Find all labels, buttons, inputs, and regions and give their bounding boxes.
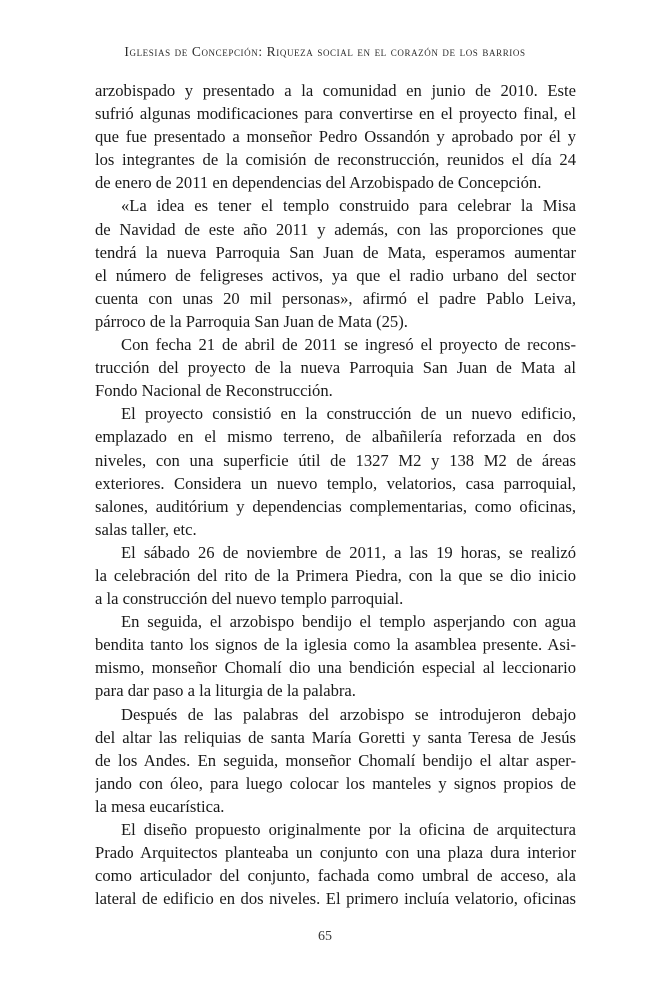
- text-line: salas taller, etc.: [95, 519, 197, 539]
- text-line: En seguida, el arzobispo bendijo el templo asperjando con agua: [121, 612, 576, 632]
- text-line: de enero de 2011 en dependencias del Arzobispado de Concepción.: [95, 173, 542, 193]
- text-line: El proyecto consistió en la construcción de un nuevo edificio,: [121, 404, 576, 424]
- text-line: de los Andes. En seguida, monseñor Chomalí bendijo el altar asper-: [95, 750, 576, 770]
- text-line: bendita tanto los signos de la iglesia como la asamblea presente. Asi-: [95, 635, 576, 655]
- text-line: como articulador del conjunto, fachada como umbral de acceso, ala: [95, 866, 576, 886]
- text-line: cuenta con unas 20 mil personas», afirmó el padre Pablo Leiva,: [95, 288, 576, 308]
- text-line: del altar las reliquias de santa María Goretti y santa Teresa de Jesús: [95, 727, 576, 747]
- text-line: salones, auditórium y dependencias complementarias, como oficinas,: [95, 496, 576, 516]
- text-line: tendrá la nueva Parroquia San Juan de Mata, esperamos aumentar: [95, 242, 576, 262]
- running-head: Iglesias de Concepción: Riqueza social en el corazón de los barrios: [124, 44, 526, 59]
- text-line: mismo, monseñor Chomalí dio una bendición especial al leccionario: [95, 658, 576, 678]
- text-line: la mesa eucarística.: [95, 796, 225, 816]
- text-line: «La idea es tener el templo construido para celebrar la Misa: [121, 196, 576, 216]
- text-line: sufrió algunas modificaciones para convertirse en el proyecto final, el: [95, 104, 576, 124]
- text-line: el número de feligreses activos, ya que el radio urbano del sector: [95, 265, 576, 285]
- text-line: de Navidad de este año 2011 y además, con las proporciones que: [95, 219, 576, 239]
- text-line: El diseño propuesto originalmente por la oficina de arquitectura: [121, 820, 576, 839]
- text-line: jando con óleo, para luego colocar los manteles y signos propios de: [95, 773, 576, 793]
- text-line: arzobispado y presentado a la comunidad en junio de 2010. Este: [95, 81, 576, 100]
- text-line: párroco de la Parroquia San Juan de Mata (25).: [95, 311, 408, 331]
- text-line: Con fecha 21 de abril de 2011 se ingresó el proyecto de recons-: [121, 335, 576, 355]
- text-line: emplazado en el mismo terreno, de albañilería reforzada en dos: [95, 427, 576, 447]
- text-line: Fondo Nacional de Reconstrucción.: [95, 381, 333, 401]
- text-line: a la construcción del nuevo templo parroquial.: [95, 589, 404, 609]
- text-line: El sábado 26 de noviembre de 2011, a las 19 horas, se realizó: [121, 542, 576, 562]
- body-text: [95, 79, 576, 910]
- text-line: para dar paso a la liturgia de la palabra.: [95, 681, 356, 701]
- text-line: niveles, con una superficie útil de 1327 M2 y 138 M2 de áreas: [95, 450, 576, 470]
- text-line: Prado Arquitectos planteaba un conjunto con una plaza dura interior: [95, 843, 576, 863]
- text-line: lateral de edificio en dos niveles. El primero incluía velatorio, oficinas: [95, 889, 576, 909]
- page-number: 65: [318, 929, 332, 944]
- text-line: Después de las palabras del arzobispo se introdujeron debajo: [121, 704, 576, 724]
- text-line: que fue presentado a monseñor Pedro Ossandón y aprobado por él y: [95, 127, 576, 147]
- text-line: exteriores. Considera un nuevo templo, velatorios, casa parroquial,: [95, 473, 576, 493]
- text-line: la celebración del rito de la Primera Piedra, con la que se dio inicio: [95, 565, 576, 585]
- text-line: los integrantes de la comisión de reconstrucción, reunidos el día 24: [95, 150, 576, 170]
- text-line: trucción del proyecto de la nueva Parroquia San Juan de Mata al: [95, 358, 576, 378]
